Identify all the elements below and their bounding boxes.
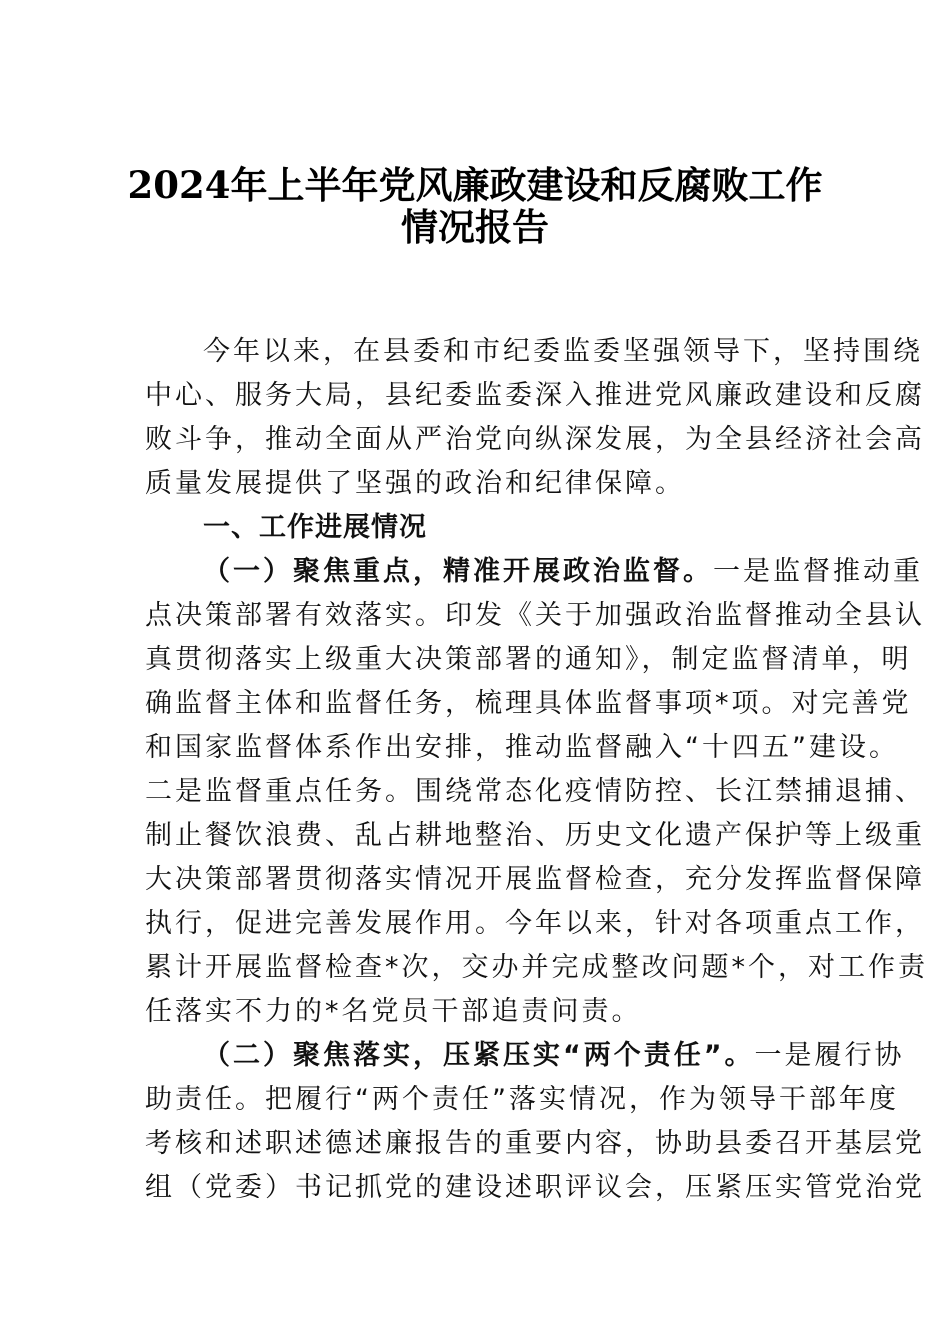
paragraph-line: 组（党委）书记抓党的建设述职评议会，压紧压实管党治党	[145, 1172, 925, 1203]
paragraph-line: 累计开展监督检查*次，交办并完成整改问题*个，对工作责	[145, 952, 928, 983]
subsection-heading: （二）聚焦落实，压紧压实“两个责任”。	[203, 1040, 755, 1071]
subsection-lead-line	[145, 550, 923, 594]
section-heading: 一、工作进展情况	[203, 512, 427, 543]
paragraph-line: 助责任。把履行“两个责任”落实情况，作为领导干部年度	[145, 1084, 899, 1115]
paragraph-line: 大决策部署贯彻落实情况开展监督检查，充分发挥监督保障	[145, 864, 925, 895]
subsection-lead-line	[145, 1034, 905, 1078]
paragraph-line: 执行，促进完善发展作用。今年以来，针对各项重点工作，	[145, 908, 925, 939]
paragraph-line: 今年以来，在县委和市纪委监委坚强领导下，坚持围绕	[203, 336, 923, 367]
paragraph-line: 任落实不力的*名党员干部追责问责。	[145, 996, 642, 1027]
paragraph-line: 点决策部署有效落实。印发《关于加强政治监督推动全县认	[145, 600, 925, 631]
paragraph-line: 制止餐饮浪费、乱占耕地整治、历史文化遗产保护等上级重	[145, 820, 925, 851]
paragraph-line: 确监督主体和监督任务，梳理具体监督事项*项。对完善党	[145, 688, 912, 719]
paragraph-line: 考核和述职述德述廉报告的重要内容，协助县委召开基层党	[145, 1128, 925, 1159]
subsection-lead-text: 一是监督推动重	[713, 556, 923, 587]
paragraph-line: 质量发展提供了坚强的政治和纪律保障。	[145, 468, 685, 499]
paragraph-line: 和国家监督体系作出安排，推动监督融入“十四五”建设。	[145, 732, 899, 763]
subsection-heading: （一）聚焦重点，精准开展政治监督。	[203, 556, 713, 587]
paragraph-line: 败斗争，推动全面从严治党向纵深发展，为全县经济社会高	[145, 424, 925, 455]
document-title-line-1: 2024年上半年党风廉政建设和反腐败工作	[127, 163, 823, 207]
subsection-lead-text: 一是履行协	[754, 1040, 905, 1071]
document-body	[145, 330, 928, 1210]
paragraph-line: 二是监督重点任务。围绕常态化疫情防控、长江禁捕退捕、	[145, 776, 925, 807]
document-title-line-2: 情况报告	[401, 205, 549, 249]
paragraph-line: 真贯彻落实上级重大决策部署的通知》，制定监督清单，明	[145, 644, 912, 675]
paragraph-line: 中心、服务大局，县纪委监委深入推进党风廉政建设和反腐	[145, 380, 925, 411]
